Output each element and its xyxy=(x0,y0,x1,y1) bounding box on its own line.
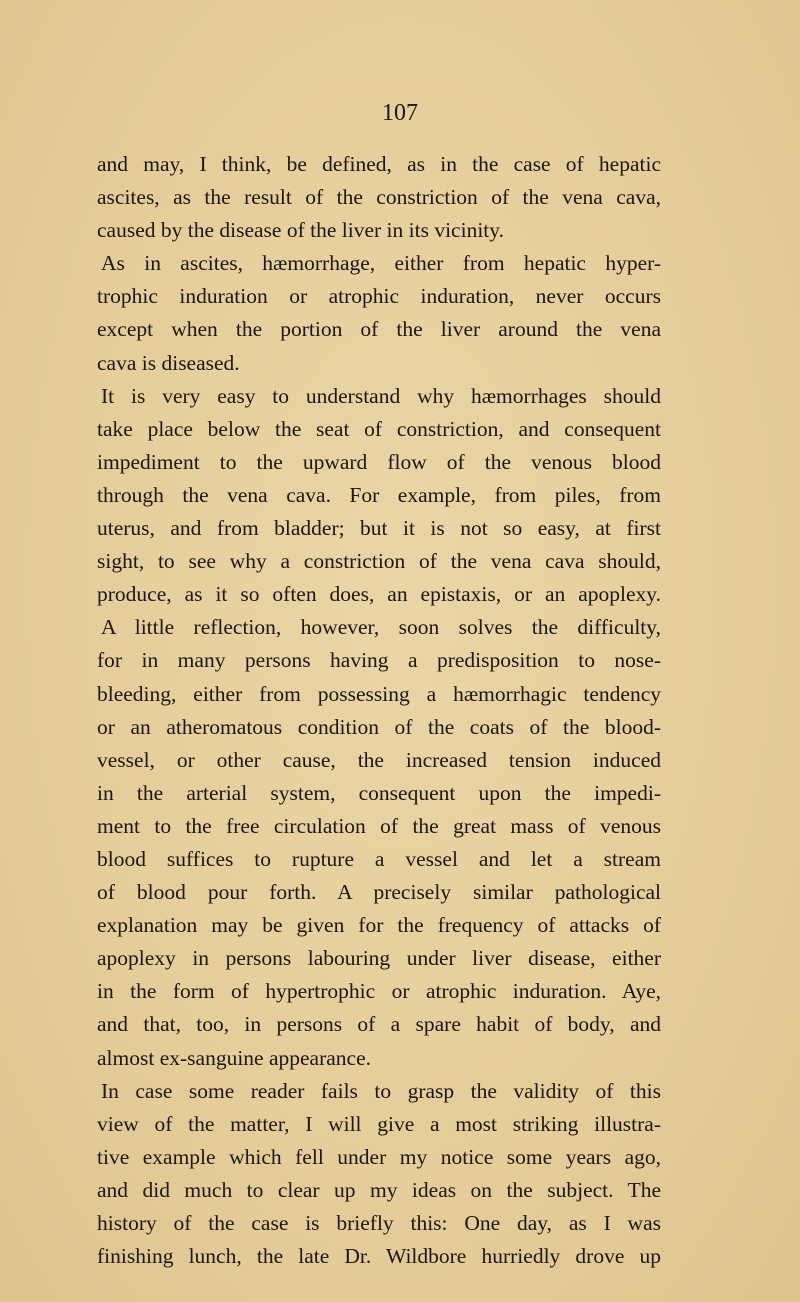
text-line: bleeding, either from possessing a hæmorrhagic tendency xyxy=(97,681,661,706)
text-line: history of the case is briefly this: One day, as I was xyxy=(97,1211,661,1235)
text-line: and may, I think, be defined, as in the case of hepatic xyxy=(97,152,661,176)
text-line: explanation may be given for the frequency of attacks of xyxy=(97,913,661,938)
text-line: In case some reader fails to grasp the validity of this xyxy=(101,1078,661,1103)
text-line: through the vena cava. For example, from piles, from xyxy=(97,482,661,507)
text-line: sight, to see why a constriction of the vena cava should, xyxy=(97,549,661,574)
text-line: view of the matter, I will give a most striking illustra- xyxy=(97,1111,661,1136)
text-line: apoplexy in persons labouring under liver disease, either xyxy=(97,946,661,971)
text-line: impediment to the upward flow of the venous blood xyxy=(97,449,661,474)
text-line: except when the portion of the liver around the vena xyxy=(97,317,661,342)
text-line: almost ex-sanguine appearance. xyxy=(97,1045,371,1070)
text-line: It is very easy to understand why hæmorrhages should xyxy=(101,383,661,408)
text-line: vessel, or other cause, the increased tension induced xyxy=(97,747,661,772)
text-line: or an atheromatous condition of the coats of the blood- xyxy=(97,714,661,739)
text-line: ascites, as the result of the constriction of the vena cava, xyxy=(97,185,661,210)
text-line: uterus, and from bladder; but it is not so easy, at first xyxy=(97,516,661,541)
text-line: ment to the free circulation of the great mass of venous xyxy=(97,813,661,838)
text-line: produce, as it so often does, an epistaxis, or an apoplexy. xyxy=(97,582,661,607)
text-line: blood suffices to rupture a vessel and let a stream xyxy=(97,846,661,871)
text-line: tive example which fell under my notice some years ago, xyxy=(97,1144,661,1169)
text-line: cava is diseased. xyxy=(97,350,240,375)
text-line: for in many persons having a predisposition to nose- xyxy=(97,648,661,673)
text-line: in the arterial system, consequent upon the impedi- xyxy=(97,780,661,805)
text-line: in the form of hypertrophic or atrophic induration. Aye, xyxy=(97,979,661,1004)
text-line: take place below the seat of constriction, and consequent xyxy=(97,416,661,441)
text-line: As in ascites, hæmorrhage, either from hepatic hyper- xyxy=(101,251,661,276)
text-line: and that, too, in persons of a spare habit of body, and xyxy=(97,1012,661,1037)
text-line: and did much to clear up my ideas on the subject. The xyxy=(97,1177,661,1202)
text-line: of blood pour forth. A precisely similar pathological xyxy=(97,880,661,905)
body-text xyxy=(97,148,661,1273)
page-number: 107 xyxy=(382,100,418,126)
text-line: caused by the disease of the liver in its vicinity. xyxy=(97,218,504,243)
text-line: A little reflection, however, soon solves the difficulty, xyxy=(101,615,661,640)
text-line: finishing lunch, the late Dr. Wildbore hurriedly drove up xyxy=(97,1244,661,1269)
text-line: trophic induration or atrophic induration, never occurs xyxy=(97,284,661,309)
